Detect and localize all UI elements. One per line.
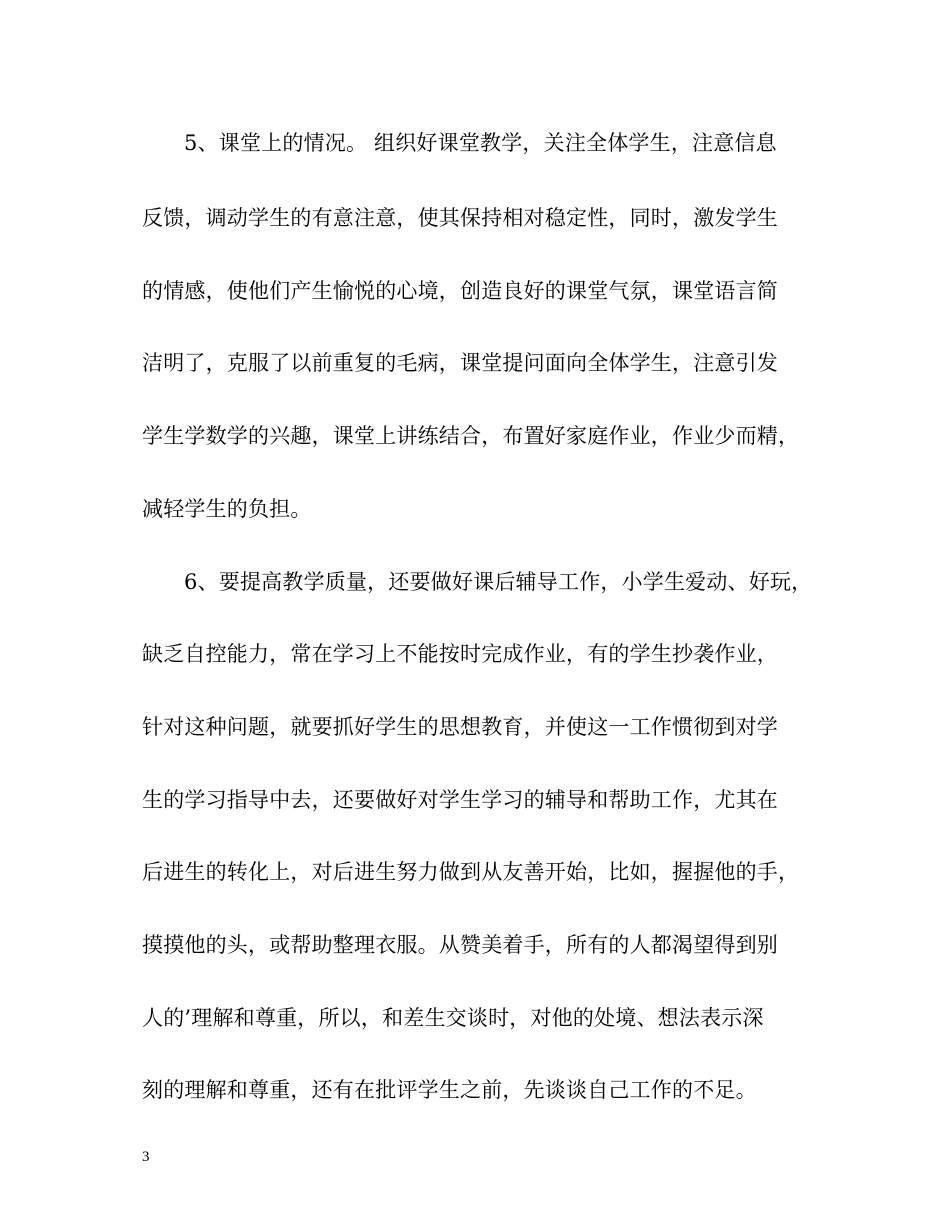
paragraph-6-line-4: 生的学习指导中去，还要做好对学生学习的辅导和帮助工作，尤其在: [142, 788, 778, 812]
paragraph-6-line-1: 6、要提高教学质量，还要做好课后辅导工作，小学生爱动、好玩，: [184, 570, 813, 594]
paragraph-6-line-3: 针对这种问题，就要抓好学生的思想教育，并使这一工作惯彻到对学: [142, 715, 778, 739]
paragraph-5-line-4: 洁明了，克服了以前重复的毛病，课堂提问面向全体学生，注意引发: [142, 351, 778, 375]
paragraph-5-line-6: 减轻学生的负担。: [142, 497, 312, 521]
paragraph-5-line-5: 学生学数学的兴趣，课堂上讲练结合，布置好家庭作业，作业少而精，: [142, 424, 800, 448]
paragraph-6-line-5: 后进生的转化上，对后进生努力做到从友善开始，比如，握握他的手，: [142, 860, 800, 884]
paragraph-6-line-2: 缺乏自控能力，常在学习上不能按时完成作业，有的学生抄袭作业，: [142, 642, 778, 666]
paragraph-5-line-3: 的情感，使他们产生愉悦的心境，创造良好的课堂气氛，课堂语言简: [142, 279, 778, 303]
paragraph-6-line-7: 人的’理解和尊重，所以，和差生交谈时，对他的处境、想法表示深: [142, 1006, 764, 1030]
paragraph-6-line-6: 摸摸他的头，或帮助整理衣服。从赞美着手，所有的人都渴望得到别: [142, 933, 778, 957]
page-number: 3: [142, 1149, 150, 1165]
paragraph-5-line-1: 5、课堂上的情况。 组织好课堂教学，关注全体学生，注意信息: [184, 131, 777, 155]
paragraph-6-line-8: 刻的理解和尊重，还有在批评学生之前，先谈谈自己工作的不足。: [142, 1078, 757, 1102]
paragraph-5-line-2: 反馈，调动学生的有意注意，使其保持相对稳定性，同时，激发学生: [142, 206, 778, 230]
